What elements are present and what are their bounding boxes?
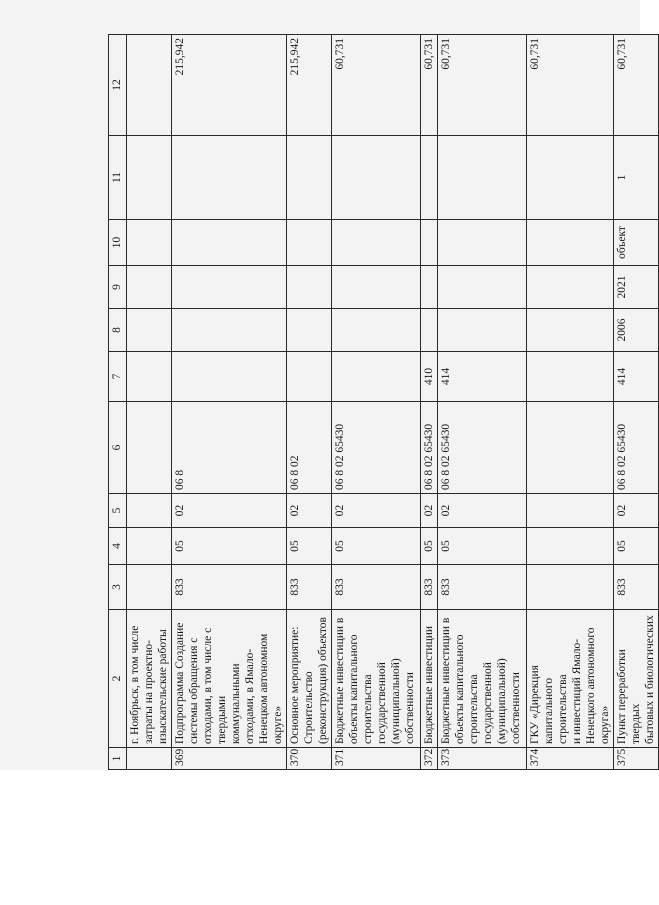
col-header: 10 <box>109 220 127 266</box>
row-number: 373 <box>438 748 527 770</box>
row-number: 371 <box>332 748 421 770</box>
cell-section: 05 <box>614 528 659 565</box>
cell-capacity: 1 <box>614 136 659 220</box>
cell-start-year <box>527 309 614 352</box>
cell-section: 05 <box>421 528 438 565</box>
col-header: 8 <box>109 309 127 352</box>
cell-amount: 215,942 <box>287 35 332 136</box>
row-name: Основное мероприятие: Строительство (реконструкция) объектов <box>287 610 332 748</box>
cell-unit: объект <box>614 220 659 266</box>
cell-capacity <box>438 136 527 220</box>
cell-capacity <box>287 136 332 220</box>
cell-start-year <box>287 309 332 352</box>
cell-amount: 60,731 <box>614 35 659 136</box>
row-name: г. Ноябрьск, в том числе затраты на проектно- изыскательские работы <box>127 610 172 748</box>
cell-unit <box>527 220 614 266</box>
cell-unit <box>172 220 287 266</box>
row-name: Бюджетные инвестиции в объекты капитального строительства государственной (муниципальной) собственности <box>438 610 527 748</box>
cell-capacity <box>127 136 172 220</box>
cell-capacity <box>421 136 438 220</box>
cell-expense-type: 414 <box>438 352 527 402</box>
cell-unit <box>421 220 438 266</box>
col-header: 4 <box>109 528 127 565</box>
cell-start-year: 2006 <box>614 309 659 352</box>
cell-end-year: 2021 <box>614 266 659 309</box>
cell-start-year <box>127 309 172 352</box>
cell-section: 05 <box>332 528 421 565</box>
cell-capacity <box>527 136 614 220</box>
table-row <box>332 35 421 770</box>
cell-target-article <box>527 402 614 494</box>
cell-ministry <box>527 565 614 610</box>
cell-start-year <box>438 309 527 352</box>
cell-section: 05 <box>172 528 287 565</box>
row-number: 370 <box>287 748 332 770</box>
cell-end-year <box>172 266 287 309</box>
cell-expense-type <box>527 352 614 402</box>
row-name: ГКУ «Дирекция капитального строительства и инвестиций Ямало- Ненецкого автономного округа» <box>527 610 614 748</box>
row-number: 369 <box>172 748 287 770</box>
cell-subsection: 02 <box>438 494 527 528</box>
budget-table <box>108 34 659 770</box>
cell-amount: 215,942 <box>172 35 287 136</box>
cell-target-article: 06 8 02 65430 <box>332 402 421 494</box>
row-name: Подпрограмма Создание системы обращения с отходами, в том числе с твердыми коммунальными отходами, в Ямало- Ненецком автономном округе» <box>172 610 287 748</box>
cell-ministry: 833 <box>172 565 287 610</box>
cell-subsection <box>527 494 614 528</box>
row-number: 374 <box>527 748 614 770</box>
cell-ministry <box>127 565 172 610</box>
table-row <box>172 35 287 770</box>
table-row <box>438 35 527 770</box>
cell-section: 05 <box>438 528 527 565</box>
header-row <box>109 35 127 770</box>
cell-target-article: 06 8 02 <box>287 402 332 494</box>
cell-unit <box>438 220 527 266</box>
row-number <box>127 748 172 770</box>
cell-amount: 60,731 <box>421 35 438 136</box>
cell-expense-type <box>127 352 172 402</box>
table-row <box>527 35 614 770</box>
cell-amount: 60,731 <box>332 35 421 136</box>
row-number: 372 <box>421 748 438 770</box>
cell-subsection: 02 <box>614 494 659 528</box>
row-name: Бюджетные инвестиции <box>421 610 438 748</box>
cell-unit <box>287 220 332 266</box>
cell-expense-type <box>172 352 287 402</box>
cell-target-article: 06 8 02 65430 <box>438 402 527 494</box>
row-name: Бюджетные инвестиции в объекты капитального строительства государственной (муниципальной) собственности <box>332 610 421 748</box>
cell-unit <box>127 220 172 266</box>
table-row <box>614 35 659 770</box>
cell-expense-type: 414 <box>614 352 659 402</box>
cell-amount <box>127 35 172 136</box>
cell-subsection: 02 <box>287 494 332 528</box>
col-header: 2 <box>109 610 127 748</box>
cell-subsection: 02 <box>332 494 421 528</box>
cell-subsection <box>127 494 172 528</box>
cell-end-year <box>421 266 438 309</box>
cell-start-year <box>332 309 421 352</box>
col-header: 11 <box>109 136 127 220</box>
col-header: 1 <box>109 748 127 770</box>
cell-start-year <box>172 309 287 352</box>
cell-subsection: 02 <box>421 494 438 528</box>
cell-section <box>127 528 172 565</box>
cell-ministry: 833 <box>287 565 332 610</box>
cell-ministry: 833 <box>421 565 438 610</box>
cell-target-article <box>127 402 172 494</box>
cell-amount: 60,731 <box>438 35 527 136</box>
col-header: 5 <box>109 494 127 528</box>
row-name: Пункт переработки твердых бытовых и биологических <box>614 610 659 748</box>
cell-ministry: 833 <box>438 565 527 610</box>
cell-section: 05 <box>287 528 332 565</box>
cell-target-article: 06 8 <box>172 402 287 494</box>
cell-expense-type <box>287 352 332 402</box>
col-header: 7 <box>109 352 127 402</box>
cell-end-year <box>332 266 421 309</box>
cell-start-year <box>421 309 438 352</box>
cell-target-article: 06 8 02 65430 <box>614 402 659 494</box>
table-row <box>127 35 172 770</box>
col-header: 6 <box>109 402 127 494</box>
col-header: 3 <box>109 565 127 610</box>
table-row <box>287 35 332 770</box>
cell-ministry: 833 <box>614 565 659 610</box>
cell-expense-type: 410 <box>421 352 438 402</box>
col-header: 12 <box>109 35 127 136</box>
cell-target-article: 06 8 02 65430 <box>421 402 438 494</box>
rotated-table-wrapper <box>108 35 656 770</box>
cell-end-year <box>287 266 332 309</box>
cell-end-year <box>438 266 527 309</box>
cell-unit <box>332 220 421 266</box>
cell-capacity <box>332 136 421 220</box>
cell-section <box>527 528 614 565</box>
cell-expense-type <box>332 352 421 402</box>
cell-end-year <box>127 266 172 309</box>
col-header: 9 <box>109 266 127 309</box>
row-number: 375 <box>614 748 659 770</box>
cell-subsection: 02 <box>172 494 287 528</box>
cell-ministry: 833 <box>332 565 421 610</box>
cell-amount: 60,731 <box>527 35 614 136</box>
cell-capacity <box>172 136 287 220</box>
table-row <box>421 35 438 770</box>
cell-end-year <box>527 266 614 309</box>
